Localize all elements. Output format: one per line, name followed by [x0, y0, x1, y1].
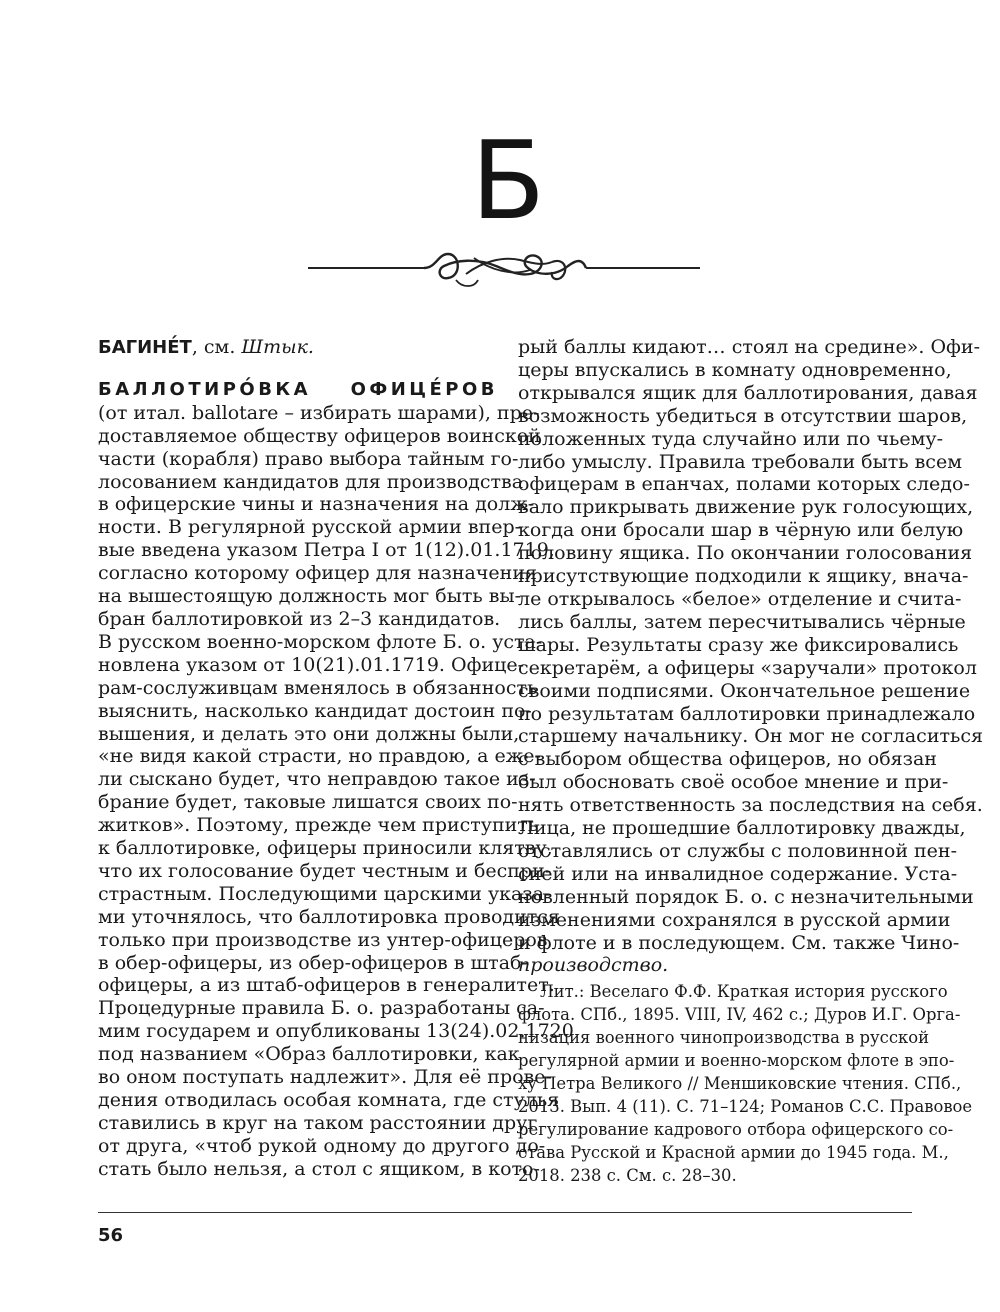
text-line: открывался ящик для баллотирования, давая: [518, 381, 978, 404]
text-line: ли сыскано будет, что неправдою такое из-: [98, 768, 536, 791]
text-line: церы впускались в комнату одновременно,: [518, 358, 952, 381]
headword: БАЛЛОТИРО́ВКА ОФИЦЕ́РОВ: [98, 378, 498, 400]
text-line: става Русской и Красной армии до 1945 года. М.,: [518, 1142, 949, 1162]
text-line: положенных туда случайно или по чьему-: [518, 427, 943, 450]
literature-lines: [518, 981, 973, 1164]
text-line: в обер-офицеры, из обер-офицеров в штаб-: [98, 951, 528, 974]
text-line: половину ящика. По окончании голосования: [518, 542, 973, 565]
text-line: страстным. Последующими царскими указа-: [98, 882, 551, 905]
text-line: ле открывалось «белое» отделение и счита-: [518, 587, 962, 610]
text-line: Лит.: Веселаго Ф.Ф. Краткая история русского: [540, 982, 948, 1002]
text-line: был обосновать своё особое мнение и при-: [518, 771, 949, 794]
cross-reference: Штык.: [241, 336, 314, 358]
text-line: регулярной армии и военно-морском флоте в эпо-: [518, 1051, 955, 1071]
page-number: 56: [98, 1225, 124, 1246]
chapter-letter: Б: [470, 119, 546, 244]
text-line: от друга, «чтоб рукой одному до другого до-: [98, 1134, 546, 1157]
text-line: (от итал. ballotare – избирать шарами), пре-: [98, 401, 540, 424]
text-line: Лица, не прошедшие баллотировку дважды,: [518, 817, 966, 840]
text-line: ставились в круг на таком расстоянии друг: [98, 1111, 538, 1134]
text-line: вышения, и делать это они должны были,: [98, 722, 520, 745]
text-line: низация военного чинопроизводства в русской: [518, 1028, 930, 1048]
text-line: житков». Поэтому, прежде чем приступить: [98, 814, 539, 837]
text-line: рый баллы кидают… стоял на средине». Офи-: [518, 336, 980, 358]
text-line: под названием «Образ баллотировки, как: [98, 1043, 520, 1066]
text-line: лосованием кандидатов для производства: [98, 470, 524, 493]
literature: [518, 981, 973, 1187]
entry-text: , см.: [191, 336, 242, 358]
text-line: присутствующие подходили к ящику, внача-: [518, 565, 969, 588]
text-line: новлена указом от 10(21).01.1719. Офице-: [98, 653, 524, 676]
text-line: ми уточнялось, что баллотировка проводится: [98, 905, 560, 928]
text-line: в офицерские чины и назначения на долж-: [98, 493, 535, 516]
text-line: В русском военно-морском флоте Б. о. уста-: [98, 630, 543, 653]
text-line: рам-сослуживцам вменялось в обязанность: [98, 676, 538, 699]
text-line: Процедурные правила Б. о. разработаны са-: [98, 997, 545, 1020]
text-line: возможность убедиться в отсутствии шаров,: [518, 404, 968, 427]
text-line: брание будет, таковые лишатся своих по-: [98, 791, 518, 814]
text-line: вало прикрывать движение рук голосующих,: [518, 496, 974, 519]
text-line: вые введена указом Петра I от 1(12).01.1719,: [98, 539, 555, 562]
text-line: «не видя какой страсти, но правдою, а еже-: [98, 745, 541, 768]
text-line: 2013. Вып. 4 (11). С. 71–124; Романов С.С. Правовое: [518, 1096, 973, 1116]
entry-headword-line: [98, 378, 498, 402]
text-line: выяснить, насколько кандидат достоин по-: [98, 699, 532, 722]
headword: БАГИНЕ́Т: [98, 337, 192, 358]
text-line: сией или на инвалидное содержание. Уста-: [518, 862, 958, 885]
text-line: регулирование кадрового отбора офицерского со-: [518, 1119, 954, 1139]
text-line: по результатам баллотировки принадлежало: [518, 702, 976, 725]
text-line: нять ответственность за последствия на себя.: [518, 794, 983, 817]
text-line: согласно которому офицер для назначения: [98, 562, 537, 585]
text-line: офицерам в епанчах, полами которых следо-: [518, 473, 970, 496]
text-line: стать было нельзя, а стол с ящиком, в кото-: [98, 1157, 540, 1180]
text-line: ности. В регулярной русской армии впер-: [98, 516, 522, 539]
left-column: [98, 336, 574, 1181]
text-line: изменениями сохранялся в русской армии: [518, 908, 951, 931]
text-line: мим государем и опубликованы 13(24).02.1720: [98, 1020, 574, 1043]
text-line: на вышестоящую должность мог быть вы-: [98, 585, 521, 608]
text-line: части (корабля) право выбора тайным го-: [98, 447, 519, 470]
text-line: ху Петра Великого // Меншиковские чтения. СПб.,: [518, 1074, 962, 1093]
text-line: доставляемое обществу офицеров воинской: [98, 424, 541, 447]
text-line: что их голосование будет честным и беспри-: [98, 859, 552, 882]
text-line: и флоте и в последующем. См. также Чино-: [518, 931, 960, 954]
text-line: старшему начальнику. Он мог не согласиться: [518, 725, 983, 748]
right-column: [518, 336, 983, 1188]
entry-baginet: [98, 336, 498, 360]
text-line: лись баллы, затем пересчитывались чёрные: [518, 610, 966, 633]
text-line: офицеры, а из штаб-офицеров в генералитет.: [98, 974, 555, 997]
text-line: с выбором общества офицеров, но обязан: [518, 748, 937, 771]
text-line: своими подписями. Окончательное решение: [518, 679, 971, 702]
cross-reference: производство.: [518, 954, 669, 977]
text-line: шары. Результаты сразу же фиксировались: [518, 633, 959, 656]
entry-body-left: [98, 401, 574, 1181]
text-line: во оном поступать надлежит». Для её прове-: [98, 1066, 552, 1089]
text-line: только при производстве из унтер-офицеров: [98, 928, 548, 951]
entry-body-right: [518, 336, 983, 954]
text-line: новленный порядок Б. о. с незначительными: [518, 885, 974, 908]
text-line: когда они бросали шар в чёрную или белую: [518, 519, 964, 542]
body-last-line: [518, 954, 910, 977]
literature-last-line: 2018. 238 с. См. с. 28–30.: [518, 1165, 737, 1185]
text-line: флота. СПб., 1895. VIII, IV, 462 с.; Дуров И.Г. Орга-: [518, 1005, 961, 1025]
text-line: отставлялись от службы с половинной пен-: [518, 839, 958, 862]
text-line: дения отводилась особая комната, где стулья: [98, 1089, 560, 1111]
footer-rule: [98, 1212, 912, 1213]
text-line: бран баллотировкой из 2–3 кандидатов.: [98, 607, 501, 630]
text-line: либо умыслу. Правила требовали быть всем: [518, 450, 962, 473]
text-line: к баллотировке, офицеры приносили клятву,: [98, 837, 553, 860]
flourish-divider-icon: [306, 236, 702, 296]
text-line: секретарём, а офицеры «заручали» протокол: [518, 656, 977, 679]
